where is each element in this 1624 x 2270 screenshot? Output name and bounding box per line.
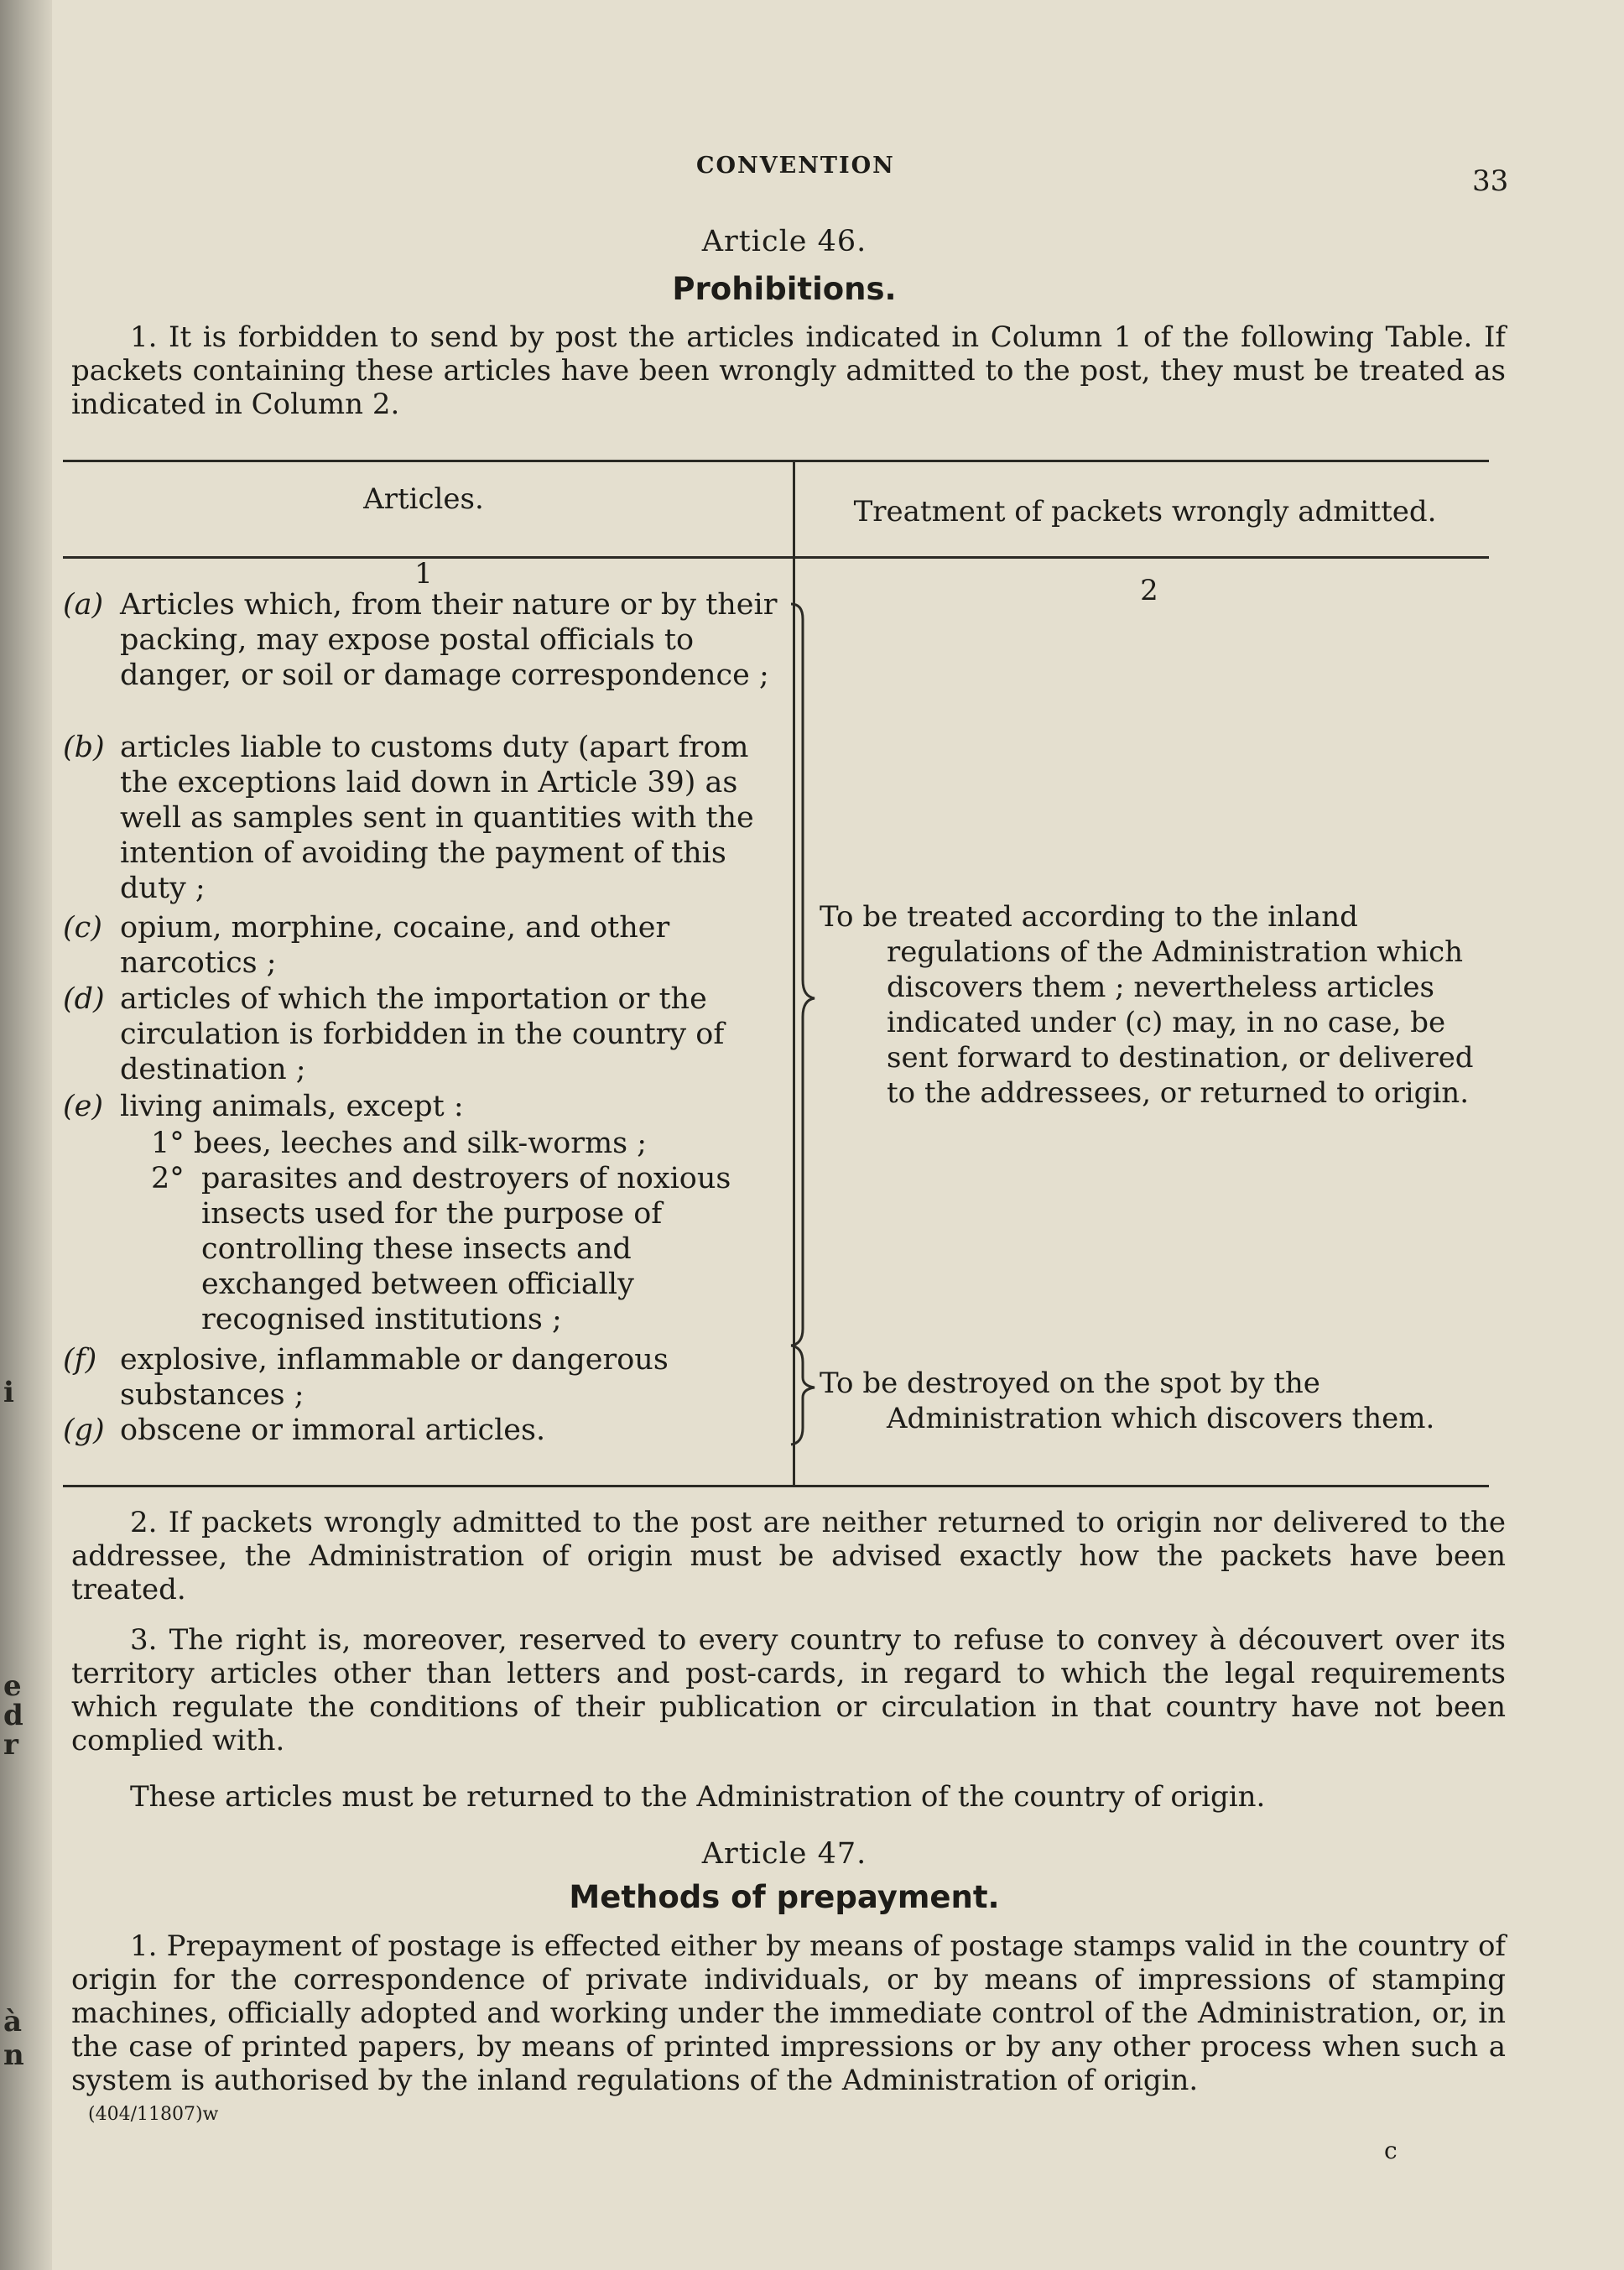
item-label: (c): [63, 911, 102, 945]
item-text: living animals, except :: [120, 1090, 464, 1123]
item-label: (g): [63, 1414, 105, 1447]
running-title: CONVENTION: [696, 153, 895, 179]
prohibited-item-g: [63, 1413, 784, 1448]
gutter-bleed-letters: [0, 0, 25, 2270]
prohibited-item-a: [63, 587, 784, 693]
gutter-letter: d: [3, 1699, 23, 1732]
exception-item-1: [151, 1126, 789, 1161]
item-label: (f): [63, 1343, 97, 1377]
prohibited-item-d: [63, 981, 784, 1087]
exception-label: 2°: [151, 1162, 185, 1195]
column-1-number: 1: [414, 557, 433, 591]
article-46-paragraph-3: 3. The right is, moreover, reserved to every country to refuse to convey à découvert over its territory articles other than letters and post-cards, in regard to which the legal requirements which regulate the conditions of their publication or circulation in that country have not been complied with.: [71, 1623, 1506, 1757]
table-header-rule: [63, 556, 1489, 559]
exception-label: 1°: [151, 1127, 185, 1160]
article-46-paragraph-4: These articles must be returned to the Administration of the country of origin.: [130, 1780, 1266, 1814]
exception-text: bees, leeches and silk-worms ;: [193, 1127, 648, 1160]
gutter-letter: i: [3, 1376, 14, 1409]
item-label: (d): [63, 982, 105, 1016]
gutter-letter: e: [3, 1669, 22, 1703]
column-2-number: 2: [1140, 574, 1158, 607]
gutter-letter: n: [3, 2038, 24, 2072]
prohibited-item-b: [63, 730, 784, 906]
article-47-heading: Article 47.: [701, 1837, 867, 1871]
print-code: (404/11807)w: [88, 2104, 219, 2125]
document-page: [63, 0, 1573, 2270]
treatment-inland-regulations: [820, 899, 1499, 1111]
treatment-1-text: To be treated according to the inland regulations of the Administration which discovers them ; nevertheless articles indicated under (c) may, in no case, be sent forward to destination, or delivered to the addressees, or returned to origin.: [820, 900, 1474, 1110]
prohibited-item-c: [63, 910, 784, 981]
treatment-2-text: To be destroyed on the spot by the Administration which discovers them.: [820, 1367, 1435, 1435]
column-2-header: Treatment of packets wrongly admitted.: [853, 495, 1437, 528]
prohibited-item-e: [63, 1089, 784, 1124]
treatment-destroy: [820, 1366, 1499, 1436]
gutter-letter: r: [3, 1728, 18, 1762]
article-46-paragraph-1: 1. It is forbidden to send by post the articles indicated in Column 1 of the following Table. If packets containing these articles have been wrongly admitted to the post, they must be treated as indicated in Column 2.: [71, 320, 1506, 421]
table-bottom-rule: [63, 1485, 1489, 1487]
article-46-title: Prohibitions.: [672, 271, 897, 307]
gutter-letter: à: [3, 2005, 23, 2038]
item-label: (b): [63, 731, 105, 764]
table-top-rule: [63, 460, 1489, 462]
item-label: (a): [63, 588, 104, 622]
prohibited-item-f: [63, 1342, 784, 1413]
exception-text: parasites and destroyers of noxious insects used for the purpose of controlling these insects and exchanged between officially recognised institutions ;: [201, 1162, 731, 1336]
item-text: explosive, inflammable or dangerous substances ;: [120, 1343, 669, 1412]
item-text: articles liable to customs duty (apart from the exceptions laid down in Article 39) as well as samples sent in quantities with the intention of avoiding the payment of this duty ;: [120, 731, 754, 905]
column-1-header: Articles.: [363, 482, 484, 516]
signature-mark: c: [1384, 2137, 1398, 2164]
item-text: obscene or immoral articles.: [120, 1414, 546, 1447]
item-text: Articles which, from their nature or by their packing, may expose postal officials to danger, or soil or damage correspondence ;: [120, 588, 778, 692]
article-46-heading: Article 46.: [701, 225, 867, 258]
treatment-braces: [786, 602, 820, 1450]
item-text: opium, morphine, cocaine, and other narcotics ;: [120, 911, 670, 980]
page-number: 33: [1472, 164, 1509, 198]
article-47-paragraph-1: 1. Prepayment of postage is effected either by means of postage stamps valid in the country of origin for the correspondence of private individuals, or by means of impressions of stamping machines, officially adopted and working under the immediate control of the Administration, or, in the case of printed papers, by means of printed impressions or by any other process when such a system is authorised by the inland regulations of the Administration of origin.: [71, 1929, 1506, 2097]
article-46-paragraph-2: 2. If packets wrongly admitted to the post are neither returned to origin nor delivered to the addressee, the Administration of origin must be advised exactly how the packets have been treated.: [71, 1506, 1506, 1606]
article-47-title: Methods of prepayment.: [569, 1879, 1000, 1915]
item-label: (e): [63, 1090, 104, 1123]
item-text: articles of which the importation or the circulation is forbidden in the country of destination ;: [120, 982, 725, 1086]
exception-item-2: [151, 1161, 789, 1337]
